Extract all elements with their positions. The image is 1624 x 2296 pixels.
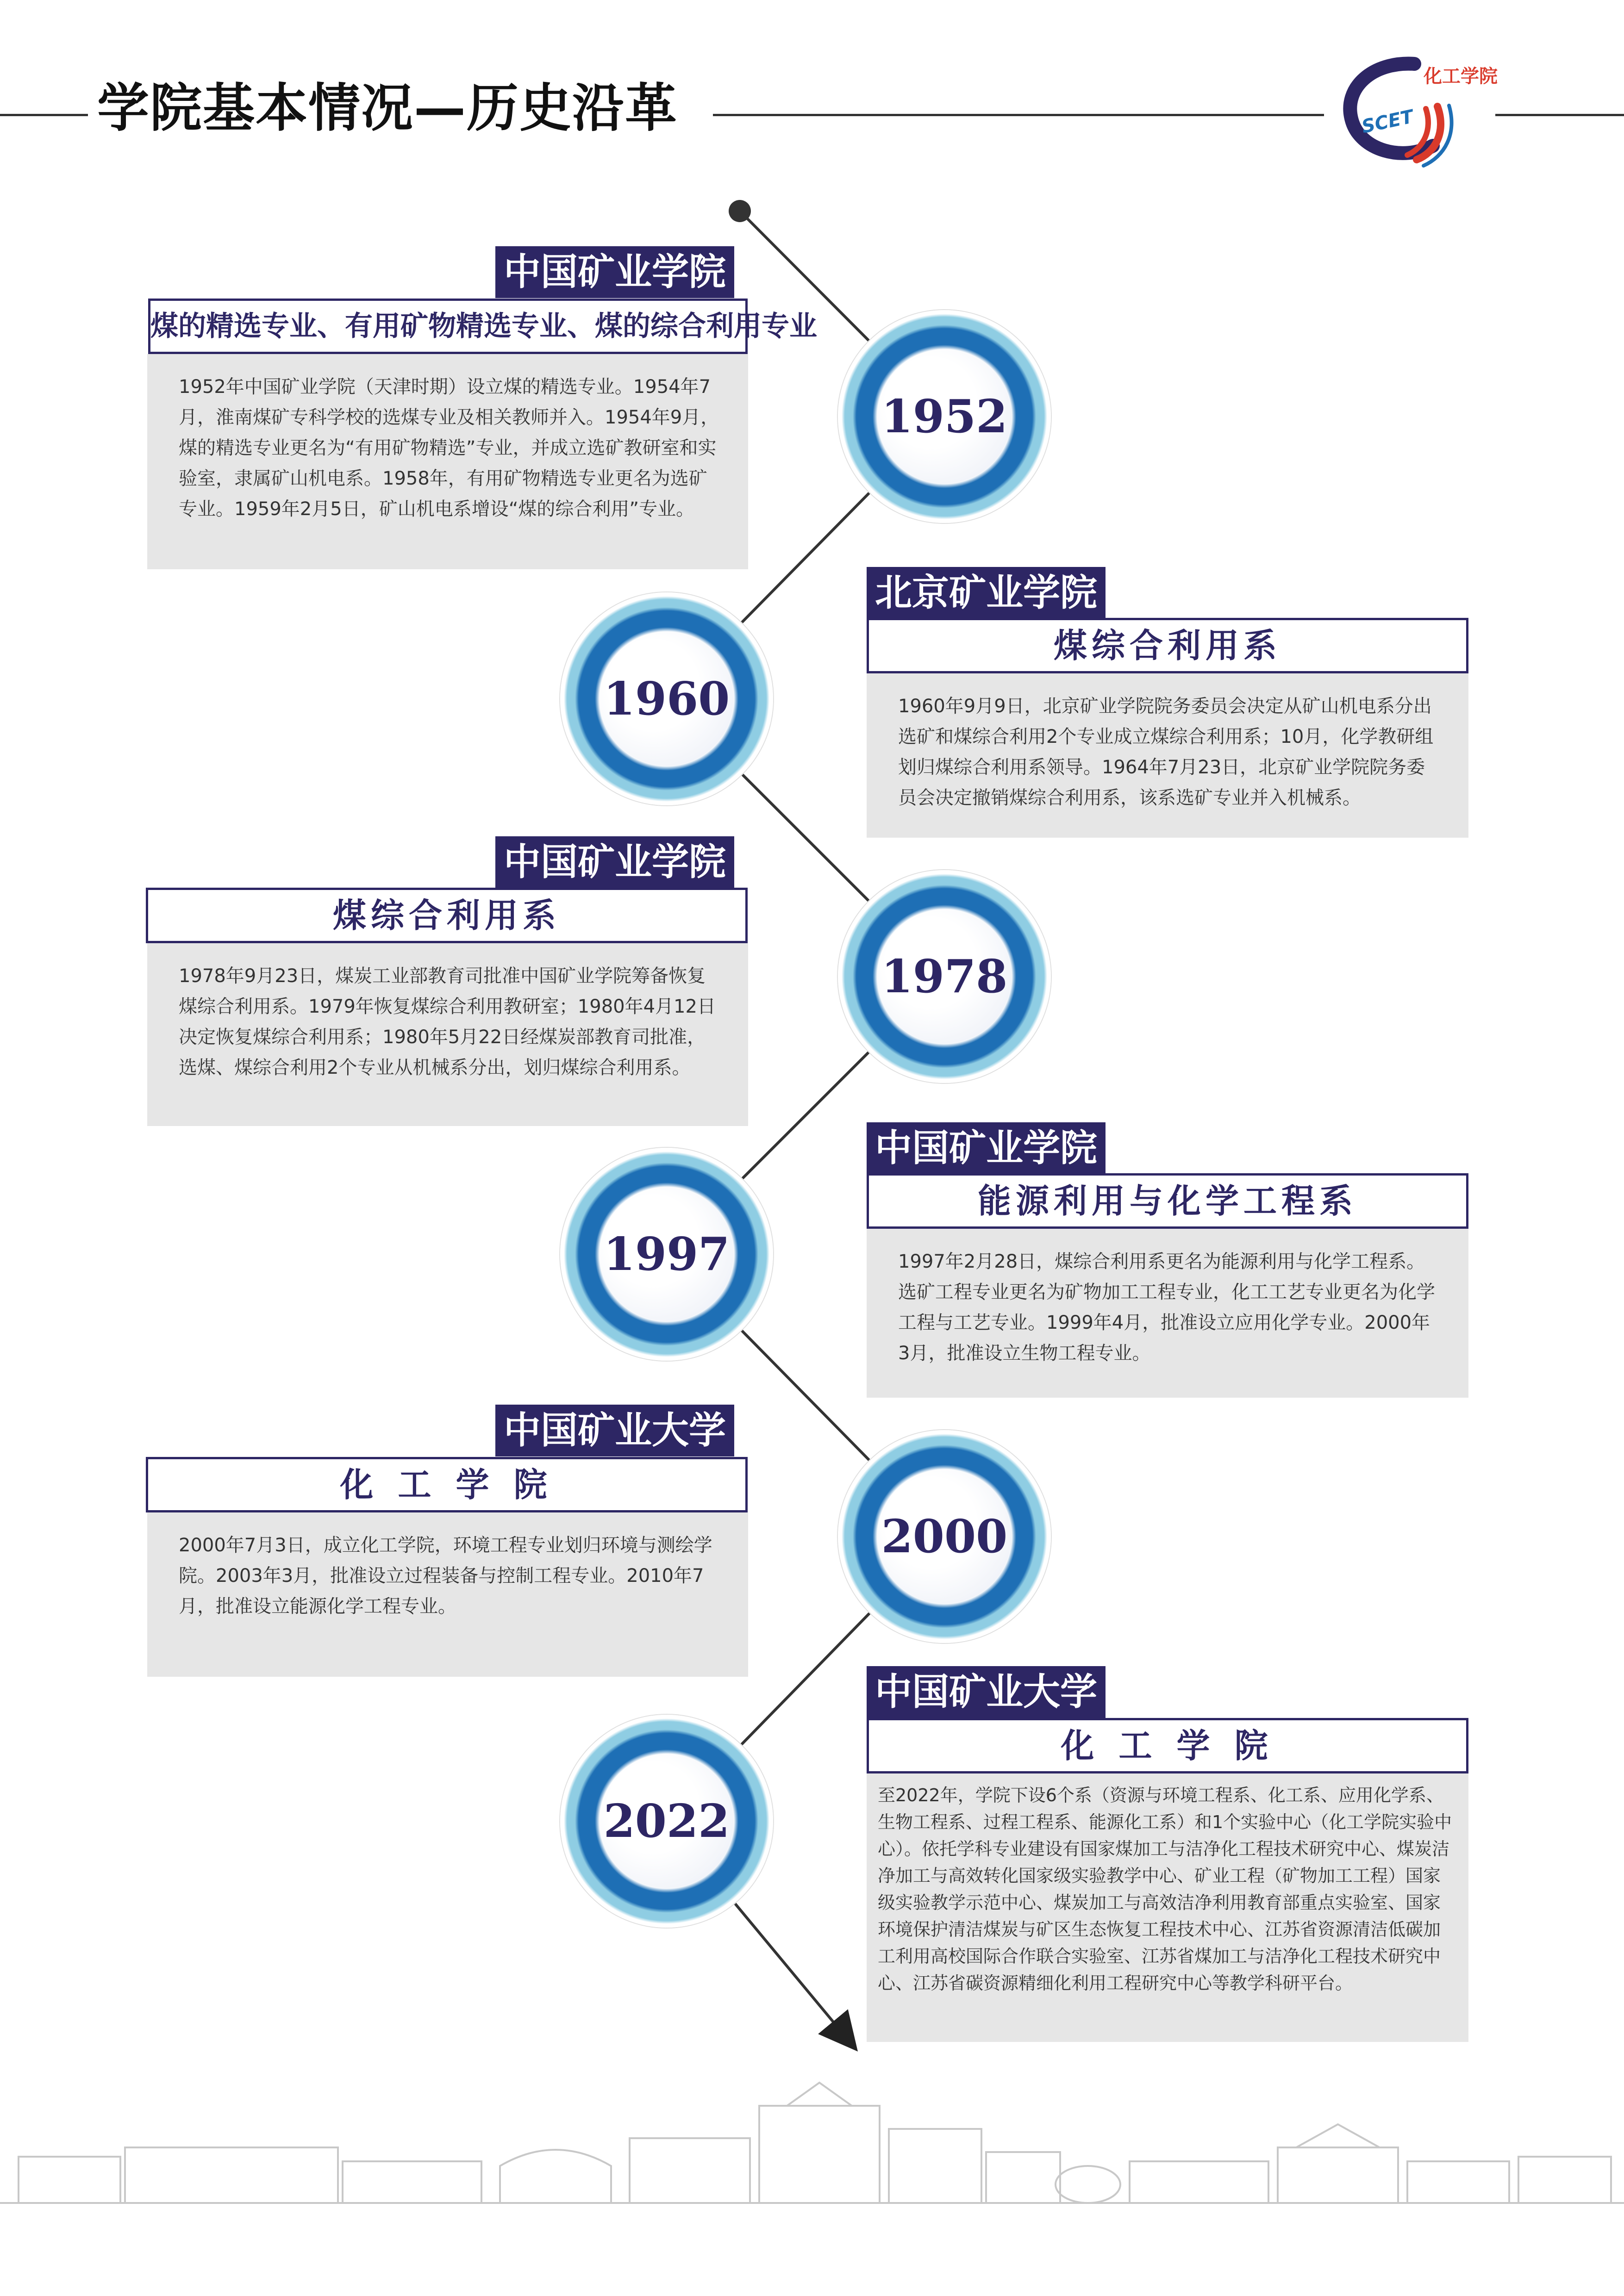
description-box-2000: 2000年7月3日，成立化工学院，环境工程专业划归环境与测绘学院。2003年3月，批准设立过程装备与控制工程专业。2010年7月，批准设立能源化学工程专业。 (147, 1512, 748, 1677)
page-title: 学院基本情况—历史沿革 (97, 78, 678, 138)
year-circle-1960 (560, 592, 773, 805)
year-label-1952: 1952 (881, 390, 1008, 443)
department-box-1960: 煤综合利用系 (867, 618, 1468, 673)
institution-label-1997: 中国矿业学院 (867, 1122, 1106, 1174)
logo-badge-text: SCET (1360, 106, 1416, 138)
description-box-1960: 1960年9月9日，北京矿业学院院务委员会决定从矿山机电系分出选矿和煤综合利用2个专业成立煤综合利用系；10月，化学教研组划归煤综合利用系领导。1964年7月23日，北京矿业学院院务委员会决定撤销煤综合利用系，该系选矿专业并入机械系。 (867, 673, 1468, 838)
year-circle-2000 (838, 1430, 1051, 1643)
department-box-1952: 煤的精选专业、有用矿物精选专业、煤的综合利用专业 (148, 299, 748, 354)
department-box-2022: 化 工 学 院 (867, 1718, 1468, 1773)
year-label-2000: 2000 (881, 1510, 1008, 1563)
year-circle-1997 (560, 1148, 773, 1361)
description-box-2022: 至2022年，学院下设6个系（资源与环境工程系、化工系、应用化学系、生物工程系、过程工程系、能源化工系）和1个实验中心（化工学院实验中心）。依托学科专业建设有国家煤加工与洁净化工程技术研究中心、煤炭洁净加工与高效转化国家级实验教学中心、矿业工程（矿物加工工程）国家级实验教学示范中心、煤炭加工与高效洁净利用教育部重点实验室、国家环境保护清洁煤炭与矿区生态恢复工程技术中心、江苏省资源清洁低碳加工利用高校国际合作联合实验室、江苏省煤加工与洁净化工程技术研究中心、江苏省碳资源精细化利用工程研究中心等教学科研平台。 (867, 1773, 1468, 2042)
year-label-1978: 1978 (881, 950, 1008, 1003)
year-label-1960: 1960 (603, 672, 730, 726)
year-circle-2022 (560, 1715, 773, 1928)
institution-label-1960: 北京矿业学院 (867, 567, 1106, 619)
year-circle-1978 (838, 870, 1051, 1083)
institution-label-2000: 中国矿业大学 (495, 1405, 734, 1456)
year-label-2022: 2022 (603, 1794, 730, 1848)
institution-label-2022: 中国矿业大学 (867, 1666, 1106, 1718)
campus-skyline-illustration (0, 2078, 1624, 2208)
institution-label-1952: 中国矿业学院 (495, 246, 734, 298)
timeline-start-dot (729, 200, 751, 222)
department-box-1978: 煤综合利用系 (146, 888, 748, 943)
institution-label-1978: 中国矿业学院 (495, 836, 734, 888)
description-box-1978: 1978年9月23日，煤炭工业部教育司批准中国矿业学院筹备恢复煤综合利用系。1979年恢复煤综合利用教研室；1980年4月12日决定恢复煤综合利用系；1980年5月22日经煤炭部教育司批准，选煤、煤综合利用2个专业从机械系分出，划归煤综合利用系。 (147, 943, 748, 1126)
logo-text-top: 化工学院 (1424, 66, 1498, 87)
description-box-1952: 1952年中国矿业学院（天津时期）设立煤的精选专业。1954年7月，淮南煤矿专科学校的选煤专业及相关教师并入。1954年9月，煤的精选专业更名为“有用矿物精选”专业，并成立选矿教研室和实验室，隶属矿山机电系。1958年，有用矿物精选专业更名为选矿专业。1959年2月5日，矿山机电系增设“煤的综合利用”专业。 (147, 354, 748, 569)
department-box-2000: 化 工 学 院 (146, 1457, 748, 1512)
year-label-1997: 1997 (603, 1227, 730, 1281)
department-box-1997: 能源利用与化学工程系 (867, 1173, 1468, 1229)
description-box-1997: 1997年2月28日，煤综合利用系更名为能源利用与化学工程系。选矿工程专业更名为矿物加工工程专业，化工工艺专业更名为化学工程与工艺专业。1999年4月，批准设立应用化学专业。2000年3月，批准设立生物工程专业。 (867, 1229, 1468, 1398)
year-circle-1952 (838, 310, 1051, 523)
